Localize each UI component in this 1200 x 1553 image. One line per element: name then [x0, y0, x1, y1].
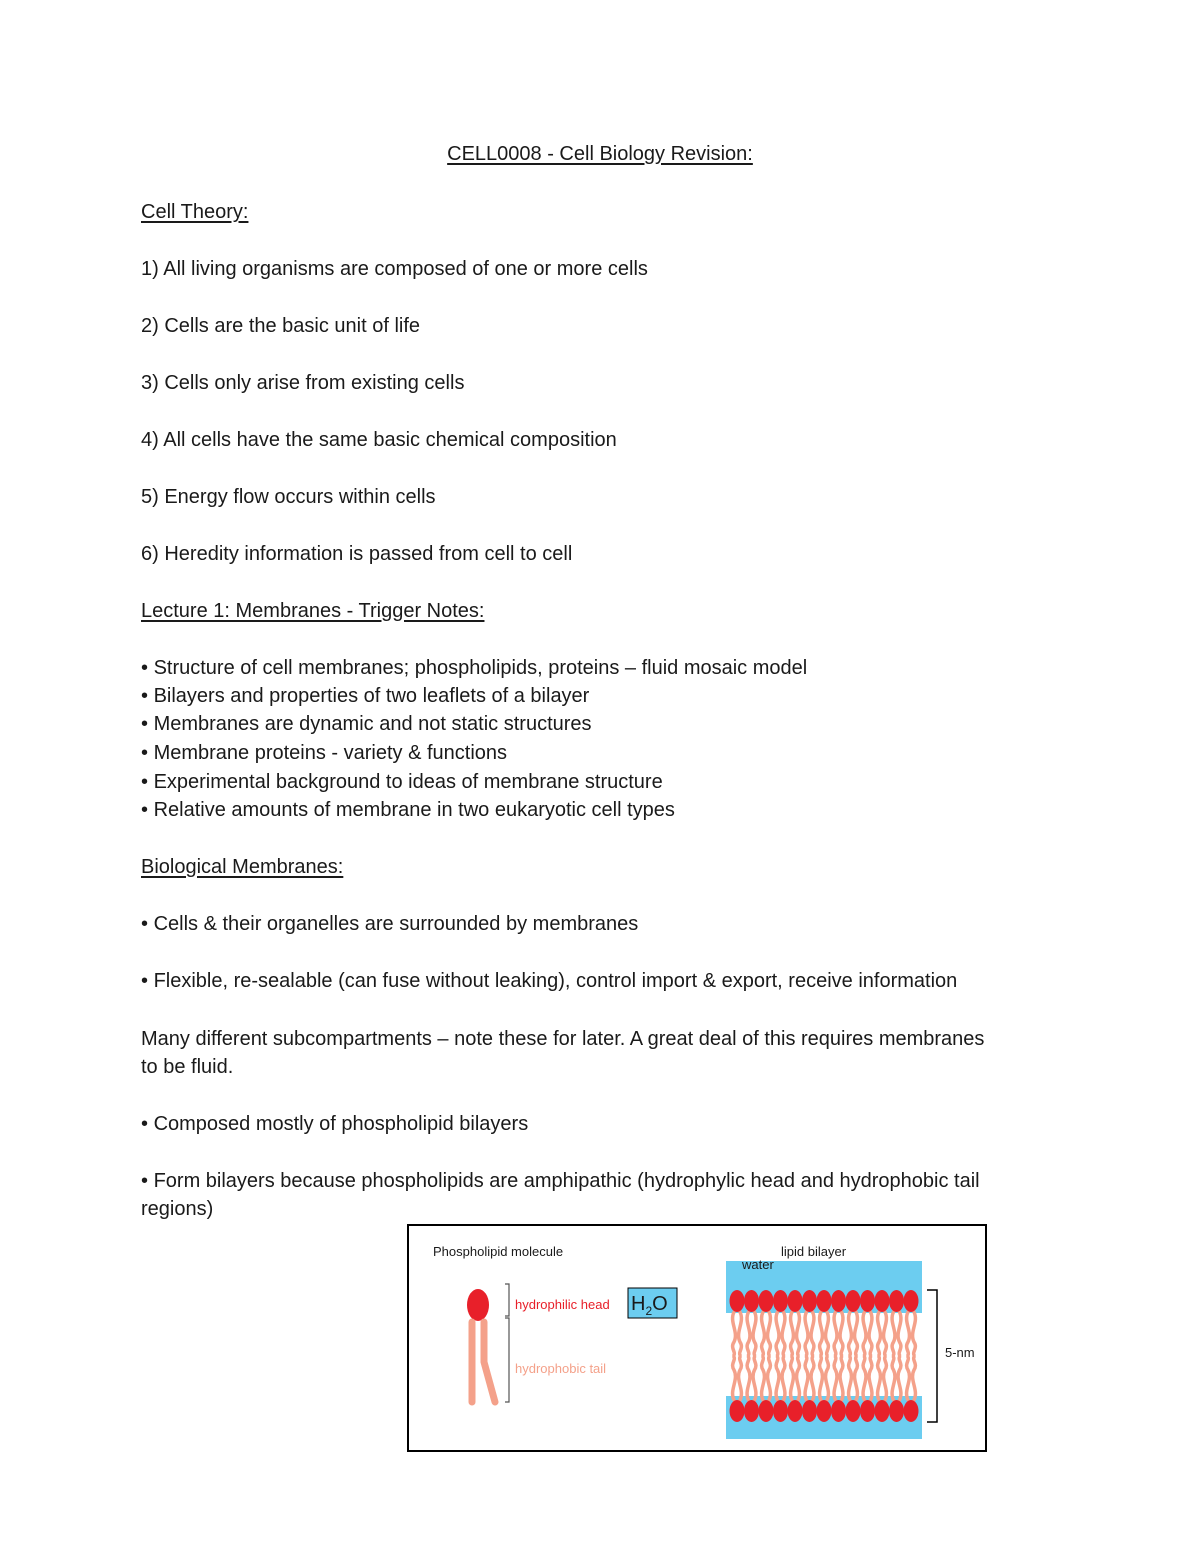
bilayer-tail-bottom: [739, 1357, 742, 1400]
bilayer-tail-top: [826, 1312, 829, 1355]
bilayer-tail-bottom: [913, 1357, 916, 1400]
lipid-bilayer: [726, 1261, 937, 1439]
tail-bracket: [505, 1318, 509, 1402]
bilayer-tail-top: [855, 1312, 858, 1355]
bilayer-tail-top: [884, 1312, 887, 1355]
bilayer-tail-top: [776, 1312, 779, 1355]
bilayer-tail-top: [913, 1312, 916, 1355]
bilayer-tail-top: [898, 1312, 901, 1355]
bilayer-tail-top: [892, 1312, 895, 1355]
bilayer-tail-bottom: [768, 1357, 771, 1400]
lecture1-bullet: • Experimental background to ideas of membrane structure: [141, 768, 663, 796]
bilayer-head-top: [730, 1290, 745, 1312]
lecture1-bullet: • Bilayers and properties of two leaflets of a bilayer: [141, 682, 589, 710]
bilayer-tail-top: [811, 1312, 814, 1355]
bio-membranes-bullet: • Form bilayers because phospholipids are amphipathic (hydrophylic head and hydrophobic tail: [141, 1167, 980, 1195]
cell-theory-item: 2) Cells are the basic unit of life: [141, 315, 421, 337]
bio-membranes-bullet: • Composed mostly of phospholipid bilayers: [141, 1110, 528, 1138]
bilayer-tail-bottom: [811, 1357, 814, 1400]
bilayer-tail-bottom: [782, 1357, 785, 1400]
lecture1-bullet: • Relative amounts of membrane in two eukaryotic cell types: [141, 796, 675, 824]
bilayer-tail-top: [849, 1312, 852, 1355]
bilayer-tail-bottom: [762, 1357, 765, 1400]
bilayer-tail-bottom: [892, 1357, 895, 1400]
bilayer-head-bottom: [802, 1400, 817, 1422]
bilayer-head-top: [817, 1290, 832, 1312]
molecule-head: [467, 1289, 489, 1321]
bilayer-head-top: [875, 1290, 890, 1312]
bilayer-head-bottom: [773, 1400, 788, 1422]
hydrophobic-tail-label: hydrophobic tail: [515, 1361, 607, 1376]
bilayer-tail-bottom: [840, 1357, 843, 1400]
bilayer-tail-top: [878, 1312, 881, 1355]
bilayer-tail-bottom: [826, 1357, 829, 1400]
bilayer-head-top: [788, 1290, 803, 1312]
body-paragraph-line: regions): [141, 1198, 214, 1220]
thickness-bracket: [927, 1290, 937, 1422]
bilayer-tail-top: [739, 1312, 742, 1355]
bio-membranes-heading: Biological Membranes:: [141, 856, 344, 878]
bilayer-head-bottom: [759, 1400, 774, 1422]
bilayer-head-top: [802, 1290, 817, 1312]
bilayer-head-top: [846, 1290, 861, 1312]
cell-theory-item: 3) Cells only arise from existing cells: [141, 372, 465, 394]
molecule-tail-right: [484, 1322, 495, 1402]
bilayer-tail-top: [791, 1312, 794, 1355]
bilayer-tail-bottom: [797, 1357, 800, 1400]
page-title: CELL0008 - Cell Biology Revision:: [447, 143, 753, 165]
cell-theory-item: 5) Energy flow occurs within cells: [141, 486, 436, 508]
bilayer-tail-top: [907, 1312, 910, 1355]
bilayer-tail-top: [805, 1312, 808, 1355]
bilayer-tail-top: [733, 1312, 736, 1355]
water-label: water: [742, 1257, 774, 1272]
bilayer-head-top: [759, 1290, 774, 1312]
cell-theory-heading: Cell Theory:: [141, 201, 249, 223]
bilayer-tail-top: [840, 1312, 843, 1355]
bilayer-tail-bottom: [805, 1357, 808, 1400]
thickness-label: 5-nm: [945, 1345, 975, 1360]
bilayer-tail-top: [820, 1312, 823, 1355]
cell-theory-item: 1) All living organisms are composed of one or more cells: [141, 258, 648, 280]
bilayer-tail-bottom: [855, 1357, 858, 1400]
bilayer-tail-bottom: [907, 1357, 910, 1400]
bilayer-tail-top: [834, 1312, 837, 1355]
bio-membranes-bullet: • Flexible, re-sealable (can fuse without leaking), control import & export, receive information: [141, 967, 957, 995]
body-paragraph-line: Many different subcompartments – note these for later. A great deal of this requires membranes: [141, 1028, 985, 1050]
bilayer-tail-top: [768, 1312, 771, 1355]
bilayer-head-top: [889, 1290, 904, 1312]
bilayer-tail-bottom: [884, 1357, 887, 1400]
bio-membranes-bullet: • Cells & their organelles are surrounded by membranes: [141, 910, 638, 938]
bilayer-tail-bottom: [863, 1357, 866, 1400]
bilayer-tail-bottom: [791, 1357, 794, 1400]
bilayer-head-bottom: [904, 1400, 919, 1422]
lecture1-heading: Lecture 1: Membranes - Trigger Notes:: [141, 600, 485, 622]
cell-theory-item: 4) All cells have the same basic chemical composition: [141, 429, 617, 451]
bilayer-tail-bottom: [849, 1357, 852, 1400]
bilayer-tail-bottom: [834, 1357, 837, 1400]
lecture1-bullet: • Membrane proteins - variety & functions: [141, 739, 507, 767]
bilayer-tail-bottom: [753, 1357, 756, 1400]
bilayer-tails: [733, 1312, 916, 1400]
phospholipid-figure: [407, 1224, 987, 1452]
bilayer-tail-top: [869, 1312, 872, 1355]
bilayer-head-top: [773, 1290, 788, 1312]
bilayer-tail-bottom: [878, 1357, 881, 1400]
bilayer-tail-top: [797, 1312, 800, 1355]
water-formula: $H_2O$: [631, 1293, 668, 1318]
lecture1-bullet: • Membranes are dynamic and not static structures: [141, 710, 592, 738]
bilayer-head-bottom: [730, 1400, 745, 1422]
bilayer-tail-bottom: [733, 1357, 736, 1400]
bilayer-head-top: [904, 1290, 919, 1312]
bilayer-head-bottom: [744, 1400, 759, 1422]
bilayer-title: lipid bilayer: [781, 1244, 847, 1259]
bilayer-head-bottom: [817, 1400, 832, 1422]
bilayer-head-bottom: [875, 1400, 890, 1422]
bilayer-tail-top: [753, 1312, 756, 1355]
bilayer-tail-top: [762, 1312, 765, 1355]
bilayer-head-bottom: [846, 1400, 861, 1422]
bilayer-head-bottom: [788, 1400, 803, 1422]
bilayer-tail-bottom: [869, 1357, 872, 1400]
cell-theory-item: 6) Heredity information is passed from cell to cell: [141, 543, 573, 565]
bilayer-tail-bottom: [898, 1357, 901, 1400]
bilayer-head-top: [744, 1290, 759, 1312]
bilayer-tail-top: [782, 1312, 785, 1355]
hydrophilic-head-label: hydrophilic head: [515, 1297, 610, 1312]
bilayer-head-top: [860, 1290, 875, 1312]
bilayer-tail-top: [747, 1312, 750, 1355]
bilayer-head-bottom: [889, 1400, 904, 1422]
bilayer-head-bottom: [831, 1400, 846, 1422]
bilayer-tail-bottom: [776, 1357, 779, 1400]
molecule-title: Phospholipid molecule: [433, 1244, 564, 1259]
body-paragraph-line: to be fluid.: [141, 1056, 234, 1078]
lecture1-bullet: • Structure of cell membranes; phospholipids, proteins – fluid mosaic model: [141, 654, 807, 682]
bilayer-tail-bottom: [747, 1357, 750, 1400]
head-bracket: [505, 1284, 509, 1316]
bilayer-tail-bottom: [820, 1357, 823, 1400]
bilayer-tail-top: [863, 1312, 866, 1355]
bilayer-head-top: [831, 1290, 846, 1312]
bilayer-head-bottom: [860, 1400, 875, 1422]
